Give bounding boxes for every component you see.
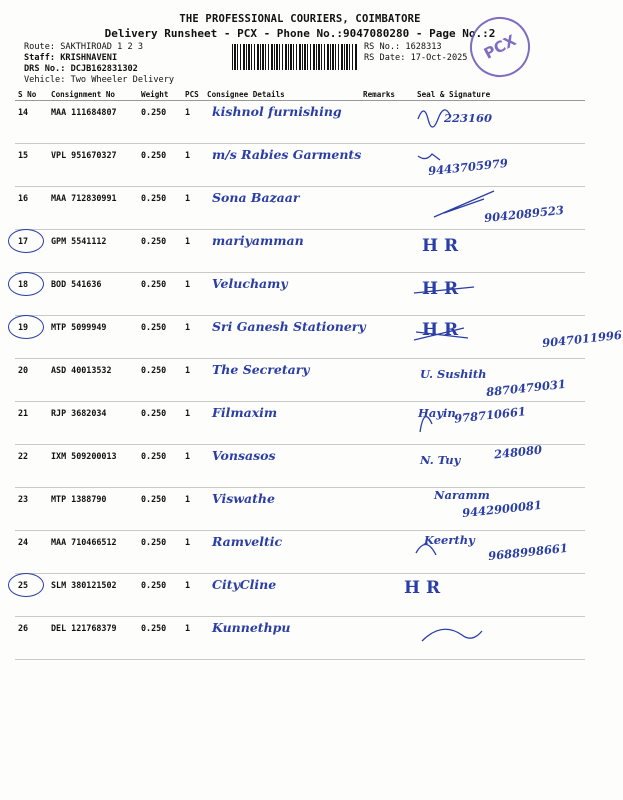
table-header-row <box>15 88 585 101</box>
sno-value <box>18 623 28 633</box>
sno-value <box>18 236 28 246</box>
signature-text: H R <box>422 279 459 299</box>
table-row <box>15 230 585 273</box>
signature-cell <box>414 488 585 531</box>
consignee-handwriting: The Secretary <box>212 362 310 377</box>
pcs-value: 1 <box>182 144 204 187</box>
signature-scribble <box>414 101 564 139</box>
weight-value: 0.250 <box>138 445 182 488</box>
consignee-cell <box>204 101 360 144</box>
signature-cell <box>414 617 585 660</box>
consignee-cell <box>204 187 360 230</box>
signature-text: H R <box>422 236 459 256</box>
signature-scribble <box>414 359 567 400</box>
signature-text: 223160 <box>444 111 493 125</box>
pcx-stamp: PCX <box>459 6 540 87</box>
consignment-number: VPL 951670327 <box>48 144 138 187</box>
weight-value: 0.250 <box>138 273 182 316</box>
col-sno: S No <box>15 88 48 101</box>
sno-number: 17 <box>18 236 29 246</box>
remarks-cell <box>360 273 414 316</box>
sno-value <box>18 580 28 590</box>
signature-phone: 9442900081 <box>461 497 543 521</box>
signature-cell <box>414 442 585 488</box>
table-row <box>15 144 585 187</box>
sno-value <box>18 150 28 160</box>
consignment-number: DEL 121768379 <box>48 617 138 660</box>
rs-number: RS No.: 1628313 <box>364 42 442 52</box>
table-row <box>15 316 585 359</box>
pcs-value: 1 <box>182 488 204 531</box>
sno-circle-mark <box>8 573 44 597</box>
consignment-number: MTP 5099949 <box>48 316 138 359</box>
signature-text: H R <box>422 320 459 340</box>
pcs-value: 1 <box>182 531 204 574</box>
sno-number: 23 <box>18 494 29 504</box>
runsheet-table <box>15 88 623 660</box>
pcs-value: 1 <box>182 187 204 230</box>
table-row <box>15 445 585 488</box>
pcs-value: 1 <box>182 101 204 144</box>
barcode <box>232 44 358 70</box>
remarks-cell <box>360 617 414 660</box>
sno-value <box>18 451 28 461</box>
signature-text: Naramm <box>434 488 490 502</box>
consignment-number: IXM 509200013 <box>48 445 138 488</box>
sno-cell <box>15 617 48 660</box>
sno-cell <box>15 574 48 617</box>
sno-number: 19 <box>18 322 29 332</box>
remarks-cell <box>360 101 414 144</box>
sno-cell <box>15 359 48 402</box>
signature-phone: 248080 <box>493 442 543 462</box>
sno-cell <box>15 187 48 230</box>
signature-text: H R <box>404 578 441 598</box>
remarks-cell <box>360 531 414 574</box>
col-weight: Weight <box>138 88 182 101</box>
signature-cell <box>414 187 585 230</box>
signature-cell <box>414 402 585 445</box>
consignee-handwriting: Kunnethpu <box>212 620 291 635</box>
table-row <box>15 531 585 574</box>
signature-phone: 9443705979 <box>427 155 509 179</box>
sno-cell <box>15 402 48 445</box>
sno-cell <box>15 273 48 316</box>
rs-date: RS Date: 17-Oct-2025 <box>364 53 468 63</box>
col-pcs: PCS <box>182 88 204 101</box>
consignee-cell <box>204 574 360 617</box>
sno-circle-mark <box>8 315 44 339</box>
sno-value <box>18 193 28 203</box>
drs-line <box>24 64 138 75</box>
signature-cell <box>414 359 585 402</box>
signature-scribble <box>414 187 564 225</box>
consignment-number: MAA 712830991 <box>48 187 138 230</box>
consignee-cell <box>204 445 360 488</box>
signature-scribble <box>414 402 564 440</box>
vehicle-label: Vehicle: Two Wheeler Delivery <box>24 75 175 85</box>
weight-value: 0.250 <box>138 359 182 402</box>
consignee-handwriting: mariyamman <box>212 233 304 248</box>
consignee-handwriting: Viswathe <box>212 491 275 506</box>
weight-value: 0.250 <box>138 531 182 574</box>
pcs-value: 1 <box>182 230 204 273</box>
remarks-cell <box>360 144 414 187</box>
consignee-handwriting: Veluchamy <box>212 276 288 291</box>
col-consignment: Consignment No <box>48 88 138 101</box>
signature-cell <box>414 273 585 316</box>
consignment-number: SLM 380121502 <box>48 574 138 617</box>
pcs-value: 1 <box>182 445 204 488</box>
weight-value: 0.250 <box>138 617 182 660</box>
remarks-cell <box>360 187 414 230</box>
sno-value <box>18 408 28 418</box>
remarks-cell <box>360 445 414 488</box>
staff-line <box>24 53 117 64</box>
consignee-cell <box>204 488 360 531</box>
table-row <box>15 488 585 531</box>
signature-phone: 9042089523 <box>483 202 565 226</box>
sno-number: 26 <box>18 623 29 633</box>
remarks-cell <box>360 402 414 445</box>
drs-number: DCJB162831302 <box>70 64 138 74</box>
weight-value: 0.250 <box>138 402 182 445</box>
sno-cell <box>15 230 48 273</box>
sno-cell <box>15 531 48 574</box>
consignee-cell <box>204 359 360 402</box>
signature-text: Hayin <box>418 406 456 420</box>
sno-number: 15 <box>18 150 29 160</box>
consignee-cell <box>204 230 360 273</box>
sno-number: 16 <box>18 193 29 203</box>
signature-cell <box>404 574 585 617</box>
weight-value: 0.250 <box>138 144 182 187</box>
pcs-value: 1 <box>182 617 204 660</box>
consignment-number: ASD 40013532 <box>48 359 138 402</box>
weight-value: 0.250 <box>138 230 182 273</box>
sno-circle-mark <box>8 229 44 253</box>
sno-number: 24 <box>18 537 29 547</box>
consignee-handwriting: m/s Rabies Garments <box>212 147 362 162</box>
sno-value <box>18 494 28 504</box>
runsheet-subtitle: Delivery Runsheet - PCX - Phone No.:9047080280 - Page No.:2 <box>104 27 496 40</box>
pcs-value: 1 <box>182 273 204 316</box>
table-row <box>15 359 585 402</box>
col-signature: Seal & Signature <box>414 88 585 101</box>
remarks-cell <box>360 316 414 359</box>
table-row <box>15 273 585 316</box>
sno-number: 25 <box>18 580 29 590</box>
runsheet-title: THE PROFESSIONAL COURIERS, COIMBATORE <box>179 13 421 25</box>
sno-number: 14 <box>18 107 29 117</box>
sno-number: 20 <box>18 365 29 375</box>
route-label: Route: SAKTHIROAD 1 2 3 <box>24 42 143 52</box>
pcs-value: 1 <box>182 316 204 359</box>
consignee-handwriting: Ramveltic <box>212 534 283 549</box>
signature-scribble <box>414 488 564 526</box>
sno-number: 18 <box>18 279 29 289</box>
table-row <box>15 617 585 660</box>
sno-cell <box>15 144 48 187</box>
consignee-handwriting: CityCline <box>212 577 277 592</box>
pcs-value: 1 <box>182 359 204 402</box>
sno-circle-mark <box>8 272 44 296</box>
consignee-handwriting: Vonsasos <box>212 448 276 463</box>
consignee-handwriting: Sona Bazaar <box>212 190 300 205</box>
signature-scribble <box>414 230 564 268</box>
signature-phone: 978710661 <box>453 404 527 426</box>
sno-value <box>18 537 28 547</box>
remarks-cell <box>360 359 414 402</box>
consignment-number: BOD 541636 <box>48 273 138 316</box>
consignee-cell <box>204 273 360 316</box>
signature-scribble <box>414 273 564 311</box>
consignment-number: MAA 111684807 <box>48 101 138 144</box>
consignee-cell <box>204 316 366 359</box>
consignment-number: GPM 5541112 <box>48 230 138 273</box>
signature-cell <box>414 531 585 574</box>
consignee-cell <box>204 617 360 660</box>
consignee-handwriting: kishnol furnishing <box>212 104 342 119</box>
weight-value: 0.250 <box>138 574 182 617</box>
consignee-cell <box>204 144 360 187</box>
table-row <box>15 402 585 445</box>
signature-phone: 9688998661 <box>487 540 569 564</box>
sno-value <box>18 365 28 375</box>
table-row <box>15 187 585 230</box>
signature-scribble <box>414 531 564 569</box>
signature-scribble <box>414 144 564 182</box>
consignee-handwriting: Filmaxim <box>212 405 278 420</box>
weight-value: 0.250 <box>138 187 182 230</box>
signature-cell <box>414 316 623 359</box>
sno-cell <box>15 488 48 531</box>
signature-text: Keerthy <box>424 533 475 547</box>
weight-value: 0.250 <box>138 101 182 144</box>
sno-value <box>18 279 28 289</box>
staff-name: KRISHNAVENI <box>60 53 118 63</box>
table-row <box>15 101 585 144</box>
sno-number: 21 <box>18 408 29 418</box>
consignee-cell <box>204 402 360 445</box>
remarks-cell <box>360 488 414 531</box>
signature-text: U. Sushith <box>420 367 487 381</box>
table-row <box>15 574 585 617</box>
signature-scribble <box>414 316 564 354</box>
sno-value <box>18 107 28 117</box>
signature-cell <box>414 230 585 273</box>
pcs-value: 1 <box>182 402 204 445</box>
signature-phone: 9047011996 <box>541 327 623 351</box>
consignee-cell <box>204 531 360 574</box>
drs-label: DRS No.: <box>24 64 66 74</box>
signature-phone: 8870479031 <box>485 376 567 400</box>
consignee-handwriting: Sri Ganesh Stationery <box>212 319 366 334</box>
signature-text: N. Tuy <box>420 453 461 467</box>
signature-scribble <box>414 617 564 655</box>
remarks-cell <box>360 230 414 273</box>
signature-cell <box>414 101 585 144</box>
consignment-number: MAA 710466512 <box>48 531 138 574</box>
signature-cell <box>414 144 585 187</box>
weight-value: 0.250 <box>138 316 182 359</box>
signature-scribble <box>414 442 564 483</box>
sno-cell <box>15 316 48 359</box>
sno-cell <box>15 445 48 488</box>
sno-value <box>18 322 28 332</box>
staff-label: Staff: <box>24 53 56 63</box>
col-consignee: Consignee Details <box>204 88 360 101</box>
weight-value: 0.250 <box>138 488 182 531</box>
pcs-value: 1 <box>182 574 204 617</box>
consignment-number: MTP 1388790 <box>48 488 138 531</box>
col-remarks: Remarks <box>360 88 414 101</box>
sno-number: 22 <box>18 451 29 461</box>
signature-scribble <box>414 574 564 612</box>
consignment-number: RJP 3682034 <box>48 402 138 445</box>
sno-cell <box>15 101 48 144</box>
